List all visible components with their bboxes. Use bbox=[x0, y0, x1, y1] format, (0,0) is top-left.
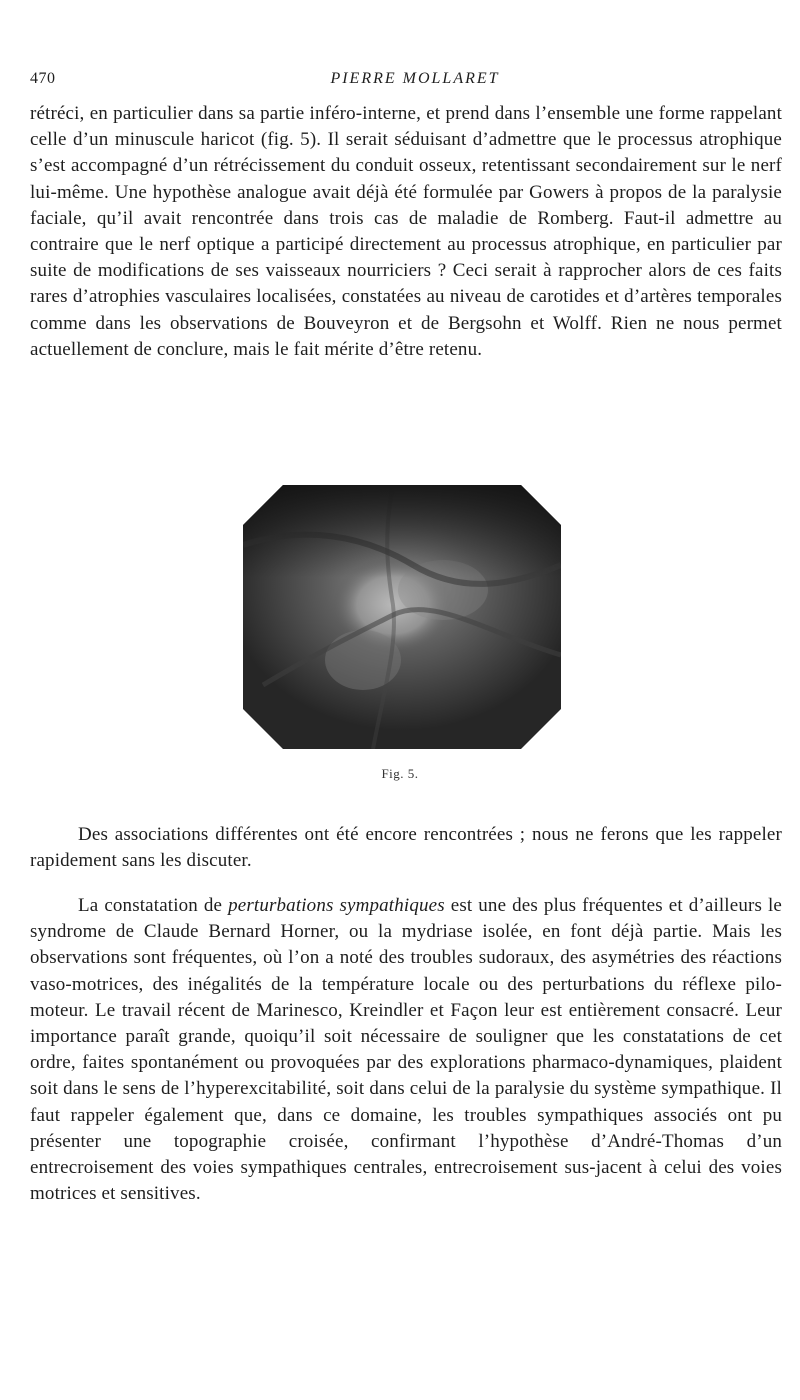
fundus-photograph-image bbox=[243, 485, 561, 749]
page-header bbox=[30, 70, 780, 92]
running-head: PIERRE MOLLARET bbox=[330, 70, 500, 87]
paragraph-3-lead: La constatation de bbox=[78, 895, 229, 916]
paragraph-3 bbox=[30, 893, 782, 1207]
figure-5-photograph bbox=[243, 485, 561, 749]
paragraph-2: Des associations différentes ont été encore rencontrées ; nous ne ferons que les rappeler rapidement sans les discuter. bbox=[30, 824, 782, 872]
paragraph-3-body: est une des plus fréquentes et d’ailleurs le syndrome de Claude Bernard Horner, ou la mydriase isolée, en font déjà partie. Mais les observations sont fréquentes, où l’on a noté des troubles sudoraux, des asymétries des réactions vaso-motrices, des inégalités de la température locale ou des perturbations du réflexe pilo-moteur. Le travail récent de Marinesco, Kreindler et Façon leur est entièrement consacré. Leur importance paraît grande, quoiqu’il soit nécessaire de souligner que les constatations de cet ordre, faites spontanément ou provoquées par des explorations pharmaco-dynamiques, plaident soit dans le sens de l’hyperexcitabilité, soit dans celui de la paralysie du système sympathique. Il faut rappeler également que, dans ce domaine, les troubles sympathiques associés ont pu présenter une topographie croisée, confirmant l’hypothèse d’André-Thomas d’un entrecroisement des voies sympathiques centrales, entrecroisement sus-jacent à celui des voies motrices et sensitives. bbox=[30, 895, 782, 1205]
figure-caption: Fig. 5. bbox=[381, 766, 419, 781]
page-number: 470 bbox=[30, 70, 56, 87]
paragraph-3-italic-term: perturbations sympathiques bbox=[228, 895, 445, 916]
paragraph-1: rétréci, en particulier dans sa partie inféro-interne, et prend dans l’ensemble une forme rappelant celle d’un minuscule haricot (fig. 5). Il serait séduisant d’admettre que le processus atrophique s’est accompagné d’un rétrécissement du conduit osseux, retentissant secondairement sur le nerf lui-même. Une hypothèse analogue avait déjà été formulée par Gowers à propos de la paralysie faciale, qu’il avait rencontrée dans trois cas de maladie de Romberg. Faut-il admettre au contraire que le nerf optique a participé directement au processus atrophique, en particulier par suite de modifications de ses vaisseaux nourriciers ? Ceci serait à rapprocher alors de ces faits rares d’atrophies vasculaires localisées, constatées au niveau de carotides et d’artères temporales comme dans les observations de Bouveyron et de Bergsohn et Wolff. Rien ne nous permet actuellement de conclure, mais le fait mérite d’être retenu. bbox=[30, 103, 782, 360]
